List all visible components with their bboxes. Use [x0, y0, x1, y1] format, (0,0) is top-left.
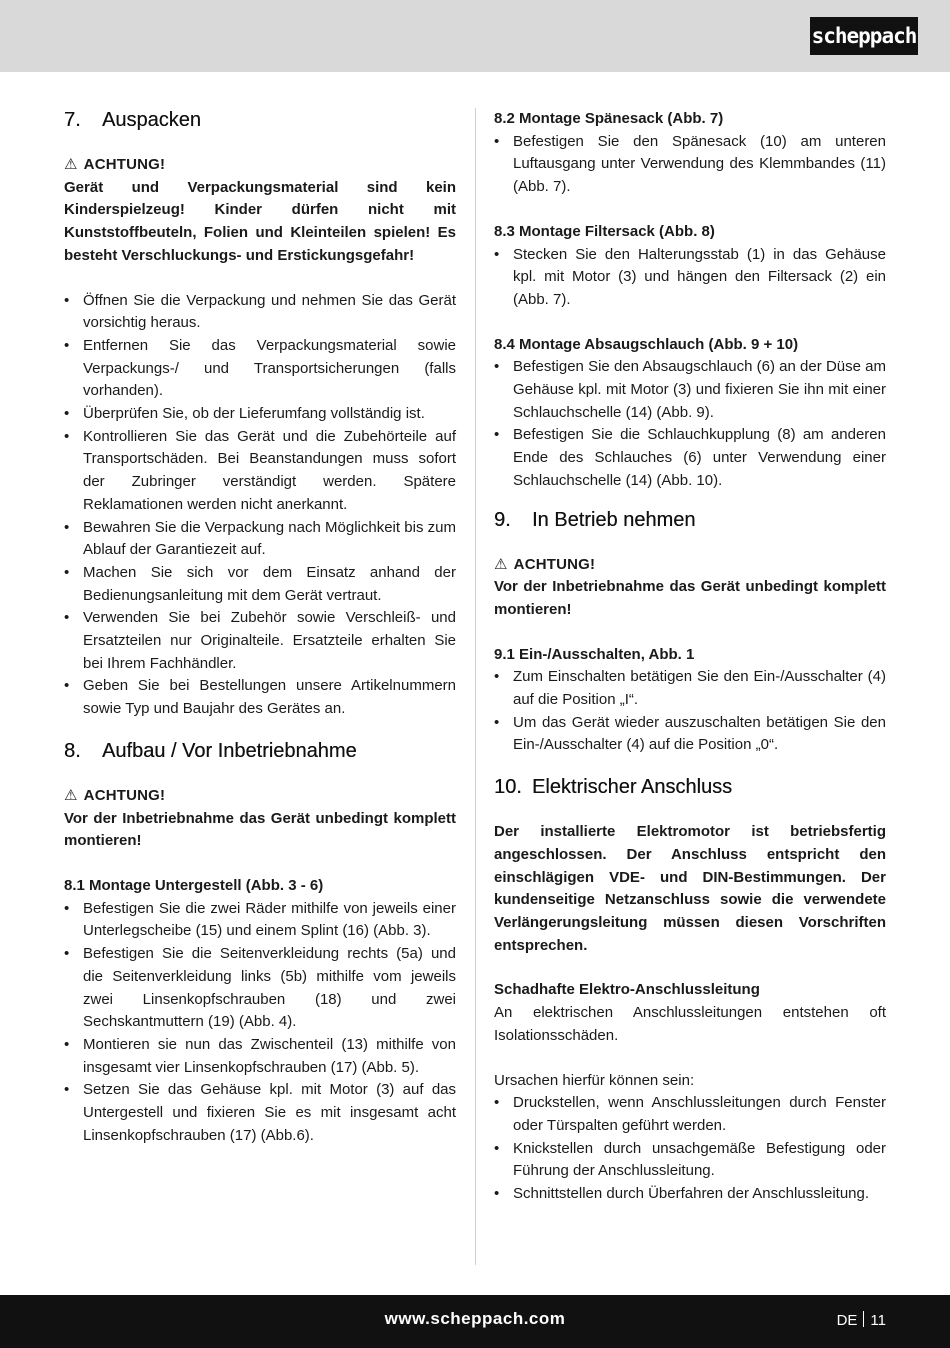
list-item: • Machen Sie sich vor dem Einsatz anhand der Bedienungsanleitung mit dem Gerät vertraut.	[64, 562, 456, 607]
section-10-heading	[494, 775, 886, 799]
assembly-list	[64, 898, 456, 1148]
paragraph: Ursachen hierfür können sein:	[494, 1071, 695, 1089]
list-item: • Überprüfen Sie, ob der Lieferumfang vollständig ist.	[64, 403, 456, 426]
list-item: • Geben Sie bei Bestellungen unsere Artikelnummern sowie Typ und Baujahr des Gerätes an.	[64, 675, 456, 720]
brand-logo: scheppach	[810, 17, 918, 55]
list-item: • Schnittstellen durch Überfahren der Anschlussleitung.	[494, 1183, 886, 1206]
list-item: • Öffnen Sie die Verpackung und nehmen Sie das Gerät vorsichtig heraus.	[64, 290, 456, 335]
section-title: Auspacken	[102, 109, 201, 131]
warning-text: Vor der Inbetriebnahme das Gerät unbedingt komplett montieren!	[494, 578, 886, 618]
list-item: • Druckstellen, wenn Anschlussleitungen durch Fenster oder Türspalten geführt werden.	[494, 1092, 886, 1137]
left-column	[64, 108, 456, 1147]
warning-label	[64, 154, 456, 177]
list-item: • Befestigen Sie die Schlauchkupplung (8) am anderen Ende des Schlauches (6) unter Verwendung einer Schlauchschelle (14) (Abb. 10).	[494, 424, 886, 492]
website-link[interactable]: www.scheppach.com	[384, 1309, 566, 1328]
warning-label	[494, 554, 886, 577]
filter-bag-list	[494, 244, 886, 312]
right-column	[494, 108, 886, 1206]
list-item: • Befestigen Sie den Absaugschlauch (6) an der Düse am Gehäuse kpl. mit Motor (3) und fixieren Sie ihn mit einer Schlauchschelle (14) (Abb. 9).	[494, 356, 886, 424]
warning-label-text: ACHTUNG!	[83, 786, 166, 804]
causes-list	[494, 1092, 886, 1206]
section-title: Aufbau / Vor Inbetriebnahme	[102, 739, 357, 762]
page-indicator	[837, 1311, 886, 1329]
section-number: 9.	[494, 508, 511, 531]
warning-label-text: ACHTUNG!	[83, 156, 166, 173]
list-item: • Verwenden Sie bei Zubehör sowie Verschleiß- und Ersatzteilen nur Originalteile. Ersatzteile erhalten Sie bei Ihrem Fachhändler.	[64, 607, 456, 675]
subsection-heading: 8.1 Montage Untergestell (Abb. 3 - 6)	[64, 876, 324, 894]
list-item: • Befestigen Sie die zwei Räder mithilfe von jeweils einer Unterlegscheibe (15) und einem Splint (16) (Abb. 3).	[64, 898, 456, 943]
warning-triangle-icon: ⚠	[64, 786, 78, 804]
page-number: 11	[870, 1312, 886, 1329]
list-item: • Zum Einschalten betätigen Sie den Ein-/Ausschalter (4) auf die Position „I“.	[494, 666, 886, 711]
unpacking-list	[64, 290, 456, 721]
list-item: • Entfernen Sie das Verpackungsmaterial sowie Verpackungs-/ und Transportsicherungen (falls vorhanden).	[64, 335, 456, 403]
subsection-heading: 8.3 Montage Filtersack (Abb. 8)	[494, 222, 715, 240]
subsection-heading: 8.2 Montage Spänesack (Abb. 7)	[494, 110, 724, 127]
subsection-heading: 8.4 Montage Absaugschlauch (Abb. 9 + 10)	[494, 335, 799, 353]
warning-triangle-icon: ⚠	[64, 156, 78, 173]
section-number: 10.	[494, 776, 522, 799]
chip-bag-list	[494, 131, 886, 199]
electrical-intro: Der installierte Elektromotor ist betriebsfertig angeschlossen. Der Anschluss entspricht den einschlägigen VDE- und DIN-Bestimmungen. Der kundenseitige Netzanschluss sowie die verwendete Verlängerungsleitung müssen diesen Vorschriften entsprechen.	[494, 823, 886, 954]
list-item: • Bewahren Sie die Verpackung nach Möglichkeit bis zum Ablauf der Garantiezeit auf.	[64, 517, 456, 562]
list-item: • Kontrollieren Sie das Gerät und die Zubehörteile auf Transportschäden. Bei Beanstandungen muss sofort der Zubringer verständigt werden. Spätere Reklamationen werden nicht anerkannt.	[64, 426, 456, 517]
language-code: DE	[836, 1312, 858, 1329]
list-item: • Setzen Sie das Gehäuse kpl. mit Motor (3) auf das Untergestell und fixieren Sie es mit insgesamt acht Linsenkopfschrauben (17) (Abb.6).	[64, 1079, 456, 1147]
subsection-heading: 9.1 Ein-/Ausschalten, Abb. 1	[494, 645, 695, 663]
switch-list	[494, 666, 886, 757]
list-item: • Befestigen Sie den Spänesack (10) am unteren Luftausgang unter Verwendung des Klemmbandes (11) (Abb. 7).	[494, 131, 886, 199]
column-divider	[475, 108, 476, 1265]
paragraph: An elektrischen Anschlussleitungen entstehen oft Isolationsschäden.	[494, 1004, 886, 1044]
list-item: • Stecken Sie den Halterungsstab (1) in das Gehäuse kpl. mit Motor (3) und hängen den Filtersack (2) ein (Abb. 7).	[494, 244, 886, 312]
subsection-heading: Schadhafte Elektro-Anschlussleitung	[494, 981, 760, 999]
list-item: • Knickstellen durch unsachgemäße Befestigung oder Führung der Anschlussleitung.	[494, 1138, 886, 1183]
section-9-heading	[494, 508, 886, 532]
warning-label-text: ACHTUNG!	[513, 555, 596, 573]
warning-label	[64, 785, 456, 808]
section-number: 7.	[64, 109, 81, 131]
section-title: In Betrieb nehmen	[532, 508, 696, 531]
header-bar	[0, 0, 950, 72]
warning-text: Vor der Inbetriebnahme das Gerät unbedingt komplett montieren!	[64, 809, 456, 850]
hose-list	[494, 356, 886, 492]
page-separator	[863, 1311, 864, 1327]
section-number: 8.	[64, 739, 81, 762]
footer-bar	[0, 1295, 950, 1348]
list-item: • Um das Gerät wieder auszuschalten betätigen Sie den Ein-/Ausschalter (4) auf die Position „0“.	[494, 712, 886, 757]
section-7-heading	[64, 108, 456, 132]
list-item: • Befestigen Sie die Seitenverkleidung rechts (5a) und die Seitenverkleidung links (5b) mithilfe vom jeweils zwei Linsenkopfschrauben (18) und zwei Sechskantmuttern (19) (Abb. 4).	[64, 943, 456, 1034]
section-8-heading	[64, 739, 456, 763]
warning-text: Gerät und Verpackungsmaterial sind kein Kinderspielzeug! Kinder dürfen nicht mit Kunststoffbeuteln, Folien und Kleinteilen spielen! Es besteht Verschluckungs- und Erstickungsgefahr!	[64, 178, 456, 264]
list-item: • Montieren sie nun das Zwischenteil (13) mithilfe von insgesamt vier Linsenkopfschrauben (17) (Abb. 5).	[64, 1034, 456, 1079]
warning-triangle-icon: ⚠	[494, 555, 508, 573]
section-title: Elektrischer Anschluss	[532, 776, 733, 799]
